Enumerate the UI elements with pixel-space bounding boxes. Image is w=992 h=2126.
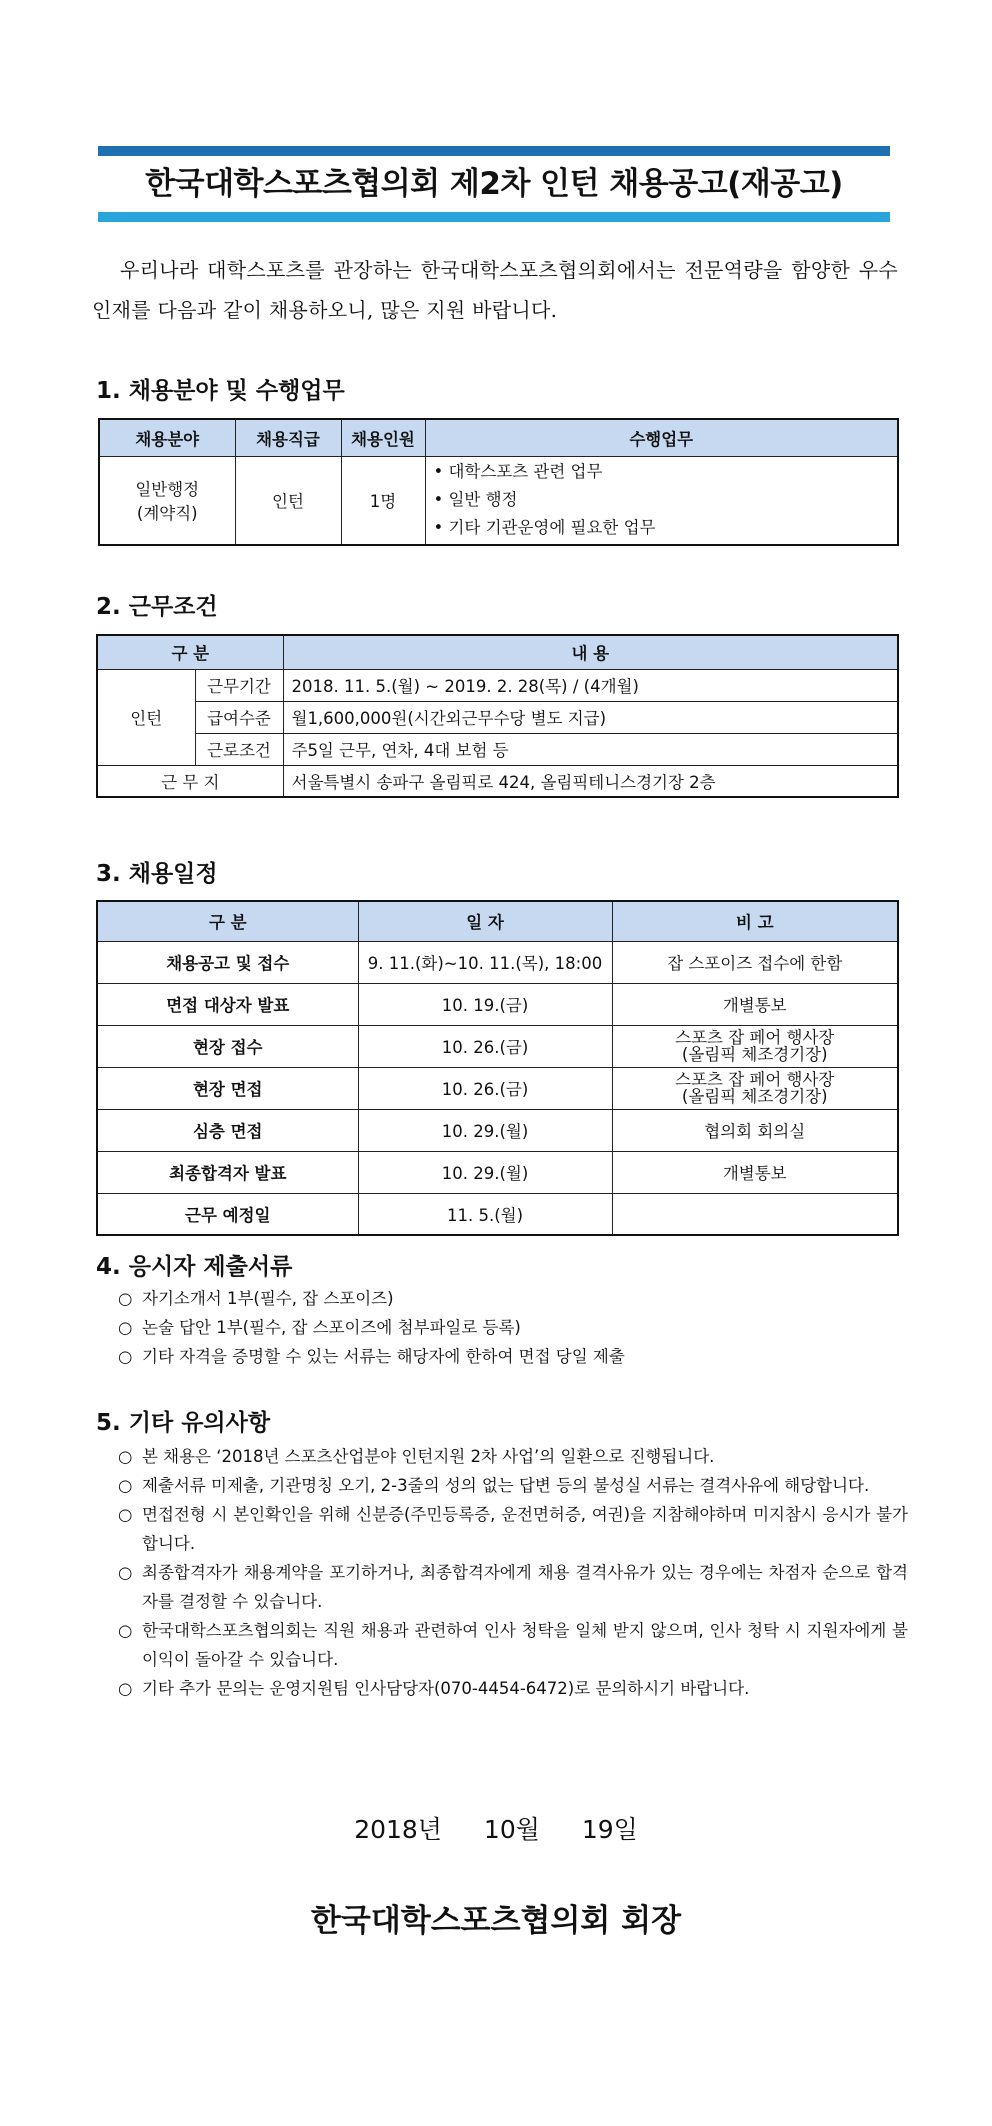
value-cell: 월1,600,000원(시간외근무수당 별도 지급) xyxy=(283,701,898,733)
title-bar-bottom xyxy=(98,212,890,222)
intro-paragraph: 우리나라 대학스포츠를 관장하는 한국대학스포츠협의회에서는 전문역량을 함양한 우수인재를 다음과 같이 채용하오니, 많은 지원 바랍니다. xyxy=(92,258,898,322)
schedule-date: 10. 26.(금) xyxy=(358,1067,612,1109)
list-item-text: 최종합격자가 채용계약을 포기하거나, 최종합격자에게 채용 결격사유가 있는 경우에는 차점자 순으로 합격자를 결정할 수 있습니다. xyxy=(142,1563,908,1611)
note-line1: 스포츠 잡 페어 행사장 xyxy=(675,1028,835,1047)
header-cell: 수행업무 xyxy=(425,419,898,456)
title-bar-top xyxy=(98,146,890,156)
page-title: 한국대학스포츠협의회 제2차 인턴 채용공고(재공고) xyxy=(145,166,843,202)
table-row xyxy=(97,1193,898,1235)
table-header-row xyxy=(97,635,898,669)
schedule-date: 10. 29.(월) xyxy=(358,1151,612,1193)
list-item xyxy=(118,1674,908,1703)
list-item xyxy=(118,1616,908,1674)
schedule-item: 채용공고 및 접수 xyxy=(97,941,358,983)
circle-bullet-icon: ○ xyxy=(118,1505,133,1524)
list-item: • 일반 행정 xyxy=(433,490,518,510)
note-line1: 스포츠 잡 페어 행사장 xyxy=(675,1070,835,1089)
date-year: 2018년 xyxy=(354,1815,442,1844)
schedule-note xyxy=(612,1109,898,1151)
header-cell: 구 분 xyxy=(97,901,358,941)
work-conditions-table xyxy=(96,634,899,798)
duties-cell xyxy=(425,456,898,545)
header-cell: 구 분 xyxy=(97,635,283,669)
title-banner xyxy=(98,146,890,222)
section1-title: 1. 채용분야 및 수행업무 xyxy=(96,378,345,404)
schedule-note xyxy=(612,1067,898,1109)
section5-title: 5. 기타 유의사항 xyxy=(96,1410,271,1436)
table-row xyxy=(97,1109,898,1151)
schedule-item: 근무 예정일 xyxy=(97,1193,358,1235)
circle-bullet-icon: ○ xyxy=(118,1447,133,1466)
field-line2: (계약직) xyxy=(136,504,198,524)
list-item-text: 기타 자격을 증명할 수 있는 서류는 해당자에 한하여 면접 당일 제출 xyxy=(142,1347,625,1366)
schedule-item: 최종합격자 발표 xyxy=(97,1151,358,1193)
schedule-date: 10. 29.(월) xyxy=(358,1109,612,1151)
circle-bullet-icon: ○ xyxy=(118,1621,133,1640)
table-header-row xyxy=(99,419,898,456)
date-month: 10월 xyxy=(483,1815,540,1844)
schedule-note xyxy=(612,941,898,983)
list-item xyxy=(118,1471,908,1500)
note-line2: (올림픽 체조경기장) xyxy=(681,1045,828,1064)
recruitment-field-table xyxy=(98,418,899,546)
circle-bullet-icon: ○ xyxy=(118,1563,133,1582)
schedule-date: 10. 26.(금) xyxy=(358,1025,612,1067)
section2-title: 2. 근무조건 xyxy=(96,594,218,620)
schedule-table xyxy=(96,900,899,1236)
table-row xyxy=(97,983,898,1025)
schedule-note xyxy=(612,1151,898,1193)
location-label-cell: 근 무 지 xyxy=(97,765,283,797)
field-line1: 일반행정 xyxy=(135,480,200,500)
list-item: • 기타 기관운영에 필요한 업무 xyxy=(433,518,656,538)
list-item-text: 한국대학스포츠협의회는 직원 채용과 관련하여 인사 청탁을 일체 받지 않으며, 인사 청탁 시 지원자에게 불이익이 돌아갈 수 있습니다. xyxy=(142,1621,908,1669)
list-item-text: 본 채용은 ‘2018년 스포츠산업분야 인턴지원 2차 사업’의 일환으로 진행됩니다. xyxy=(142,1447,715,1466)
header-cell: 내 용 xyxy=(283,635,898,669)
header-cell: 일 자 xyxy=(358,901,612,941)
label-cell: 급여수준 xyxy=(195,701,283,733)
circle-bullet-icon: ○ xyxy=(118,1476,133,1495)
label-cell: 근무기간 xyxy=(195,669,283,701)
list-item-text: 면접전형 시 본인확인을 위해 신분증(주민등록증, 운전면허증, 여권)을 지참해야하며 미지참시 응시가 불가합니다. xyxy=(142,1505,908,1553)
value-cell: 주5일 근무, 연차, 4대 보험 등 xyxy=(283,733,898,765)
schedule-item: 심층 면접 xyxy=(97,1109,358,1151)
table-header-row xyxy=(97,901,898,941)
table-row xyxy=(97,1067,898,1109)
signature-president: 한국대학스포츠협의회 회장 xyxy=(310,1903,682,1939)
list-item-text: 자기소개서 1부(필수, 잡 스포이즈) xyxy=(142,1289,394,1308)
note-line1: 잡 스포이즈 접수에 한함 xyxy=(667,954,843,973)
count-cell: 1명 xyxy=(341,456,425,545)
circle-bullet-icon: ○ xyxy=(118,1679,133,1698)
group-label-cell: 인턴 xyxy=(97,669,195,765)
label-cell: 근로조건 xyxy=(195,733,283,765)
circle-bullet-icon: ○ xyxy=(118,1347,133,1366)
list-item xyxy=(118,1500,908,1558)
schedule-note xyxy=(612,1193,898,1235)
schedule-date: 10. 19.(금) xyxy=(358,983,612,1025)
schedule-item: 현장 면접 xyxy=(97,1067,358,1109)
list-item xyxy=(118,1442,908,1471)
list-item xyxy=(118,1558,908,1616)
header-cell: 채용직급 xyxy=(235,419,341,456)
note-line1: 협의회 회의실 xyxy=(704,1122,806,1141)
note-line1: 개별통보 xyxy=(722,1164,787,1183)
list-item: • 대학스포츠 관련 업무 xyxy=(433,462,603,482)
date-day: 19일 xyxy=(581,1815,638,1844)
schedule-note xyxy=(612,983,898,1025)
table-row xyxy=(97,1151,898,1193)
documents-list xyxy=(118,1284,908,1371)
list-item xyxy=(118,1313,908,1342)
schedule-date: 11. 5.(월) xyxy=(358,1193,612,1235)
table-row xyxy=(97,765,898,797)
notes-list xyxy=(118,1442,908,1703)
schedule-note xyxy=(612,1025,898,1067)
announcement-date xyxy=(0,1810,992,1846)
table-row xyxy=(97,941,898,983)
schedule-item: 현장 접수 xyxy=(97,1025,358,1067)
table-row xyxy=(99,456,898,545)
header-cell: 채용분야 xyxy=(99,419,235,456)
circle-bullet-icon: ○ xyxy=(118,1318,133,1337)
circle-bullet-icon: ○ xyxy=(118,1289,133,1308)
table-row xyxy=(97,1025,898,1067)
value-cell: 2018. 11. 5.(월) ~ 2019. 2. 28(목) / (4개월) xyxy=(283,669,898,701)
field-cell xyxy=(99,456,235,545)
note-line1: 개별통보 xyxy=(722,996,787,1015)
duties-list xyxy=(426,458,898,542)
section3-title: 3. 채용일정 xyxy=(96,861,218,887)
rank-cell: 인턴 xyxy=(235,456,341,545)
header-cell: 비 고 xyxy=(612,901,898,941)
header-cell: 채용인원 xyxy=(341,419,425,456)
section4-title: 4. 응시자 제출서류 xyxy=(96,1254,293,1280)
table-row xyxy=(97,701,898,733)
list-item-text: 제출서류 미제출, 기관명칭 오기, 2-3줄의 성의 없는 답변 등의 불성실 서류는 결격사유에 해당합니다. xyxy=(142,1476,870,1495)
list-item-text: 논술 답안 1부(필수, 잡 스포이즈에 첨부파일로 등록) xyxy=(142,1318,521,1337)
table-row xyxy=(97,733,898,765)
list-item xyxy=(118,1284,908,1313)
list-item xyxy=(118,1342,908,1371)
table-row xyxy=(97,669,898,701)
schedule-item: 면접 대상자 발표 xyxy=(97,983,358,1025)
schedule-date: 9. 11.(화)~10. 11.(목), 18:00 xyxy=(358,941,612,983)
list-item-text: 기타 추가 문의는 운영지원팀 인사담당자(070-4454-6472)로 문의하시기 바랍니다. xyxy=(142,1679,750,1698)
note-line2: (올림픽 체조경기장) xyxy=(681,1087,828,1106)
location-value-cell: 서울특별시 송파구 올림픽로 424, 올림픽테니스경기장 2층 xyxy=(283,765,898,797)
